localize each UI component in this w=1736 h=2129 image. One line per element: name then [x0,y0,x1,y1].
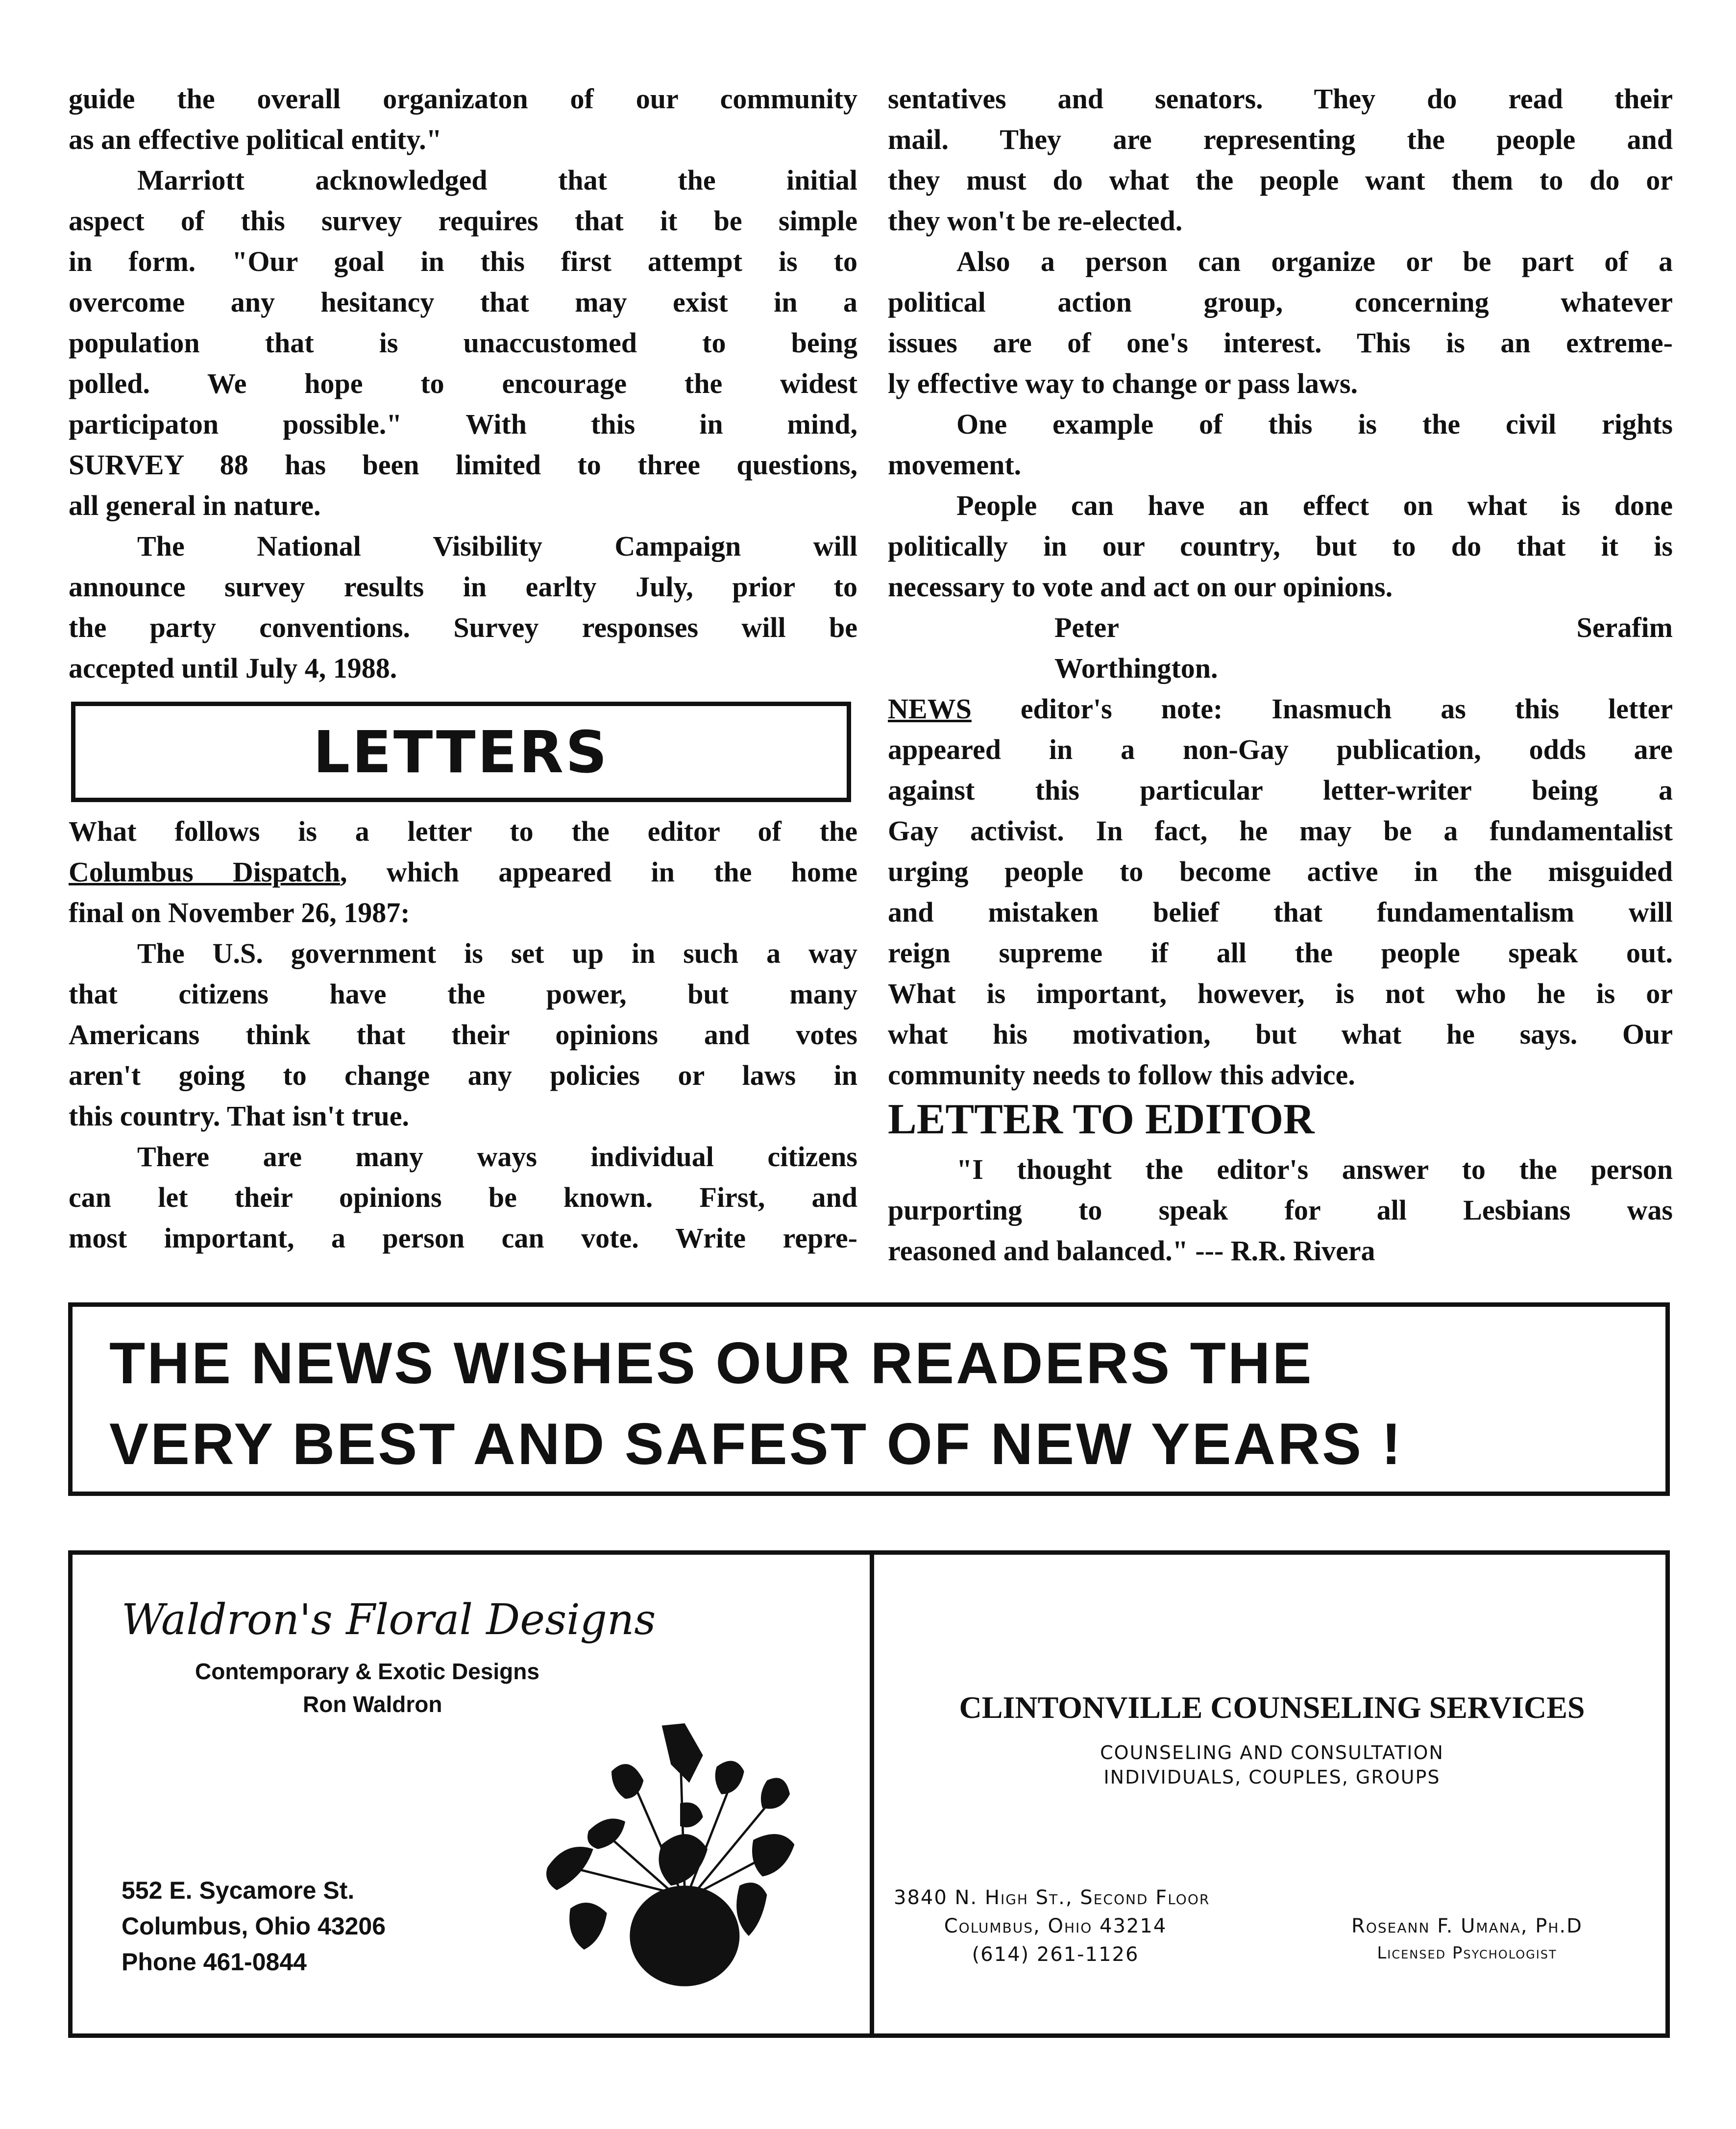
text-line: The National Visibility Campaign will [137,530,857,562]
advertisements [68,1550,1670,2038]
text-line: Peter Serafim [1054,612,1673,643]
text-line: SURVEY 88 has been limited to three questions, [69,449,857,481]
text-line: this country. That isn't true. [69,1100,410,1132]
right-column [888,78,1673,1271]
text-line: Worthington. [1054,652,1218,684]
text-line: sentatives and senators. They do read their [888,83,1673,115]
underlined-title: Columbus Dispatch [69,856,341,888]
text-line: the party conventions. Survey responses will be [69,612,857,643]
text-line: reign supreme if all the people speak out. [888,937,1673,969]
text-line: in form. "Our goal in this first attempt is to [69,245,857,277]
text-line: polled. We hope to encourage the widest [69,367,857,399]
waldron-floral-ad [73,1555,870,2033]
text-line: purporting to speak for all Lesbians was [888,1194,1673,1226]
waldron-tagline: Contemporary & Exotic Designs [195,1659,539,1684]
text-line: What follows is a letter to the editor of the [69,815,857,847]
text-line: they won't be re-elected. [888,205,1183,237]
waldron-address-2: Columbus, Ohio 43206 [122,1912,386,1940]
flower-vase-illustration [543,1716,817,1991]
text-line: Gay activist. In fact, he may be a fundamentalist [888,815,1673,847]
text-line: overcome any hesitancy that may exist in a [69,286,857,318]
underlined-title: NEWS [888,693,972,725]
text-line: community needs to follow this advice. [888,1059,1355,1091]
waldron-address-1: 552 E. Sycamore St. [122,1877,355,1904]
text-line: The U.S. government is set up in such a way [137,937,857,969]
text-line: most important, a person can vote. Write repre- [69,1222,857,1254]
banner-line-2: VERY BEST AND SAFEST OF NEW YEARS ! [109,1411,1403,1477]
left-column-bottom [69,811,857,1258]
clintonville-psychologist-title: Licensed Psychologist [1377,1943,1557,1963]
text-line: political action group, concerning whatever [888,286,1673,318]
text-line: that citizens have the power, but many [69,978,857,1010]
text-line [69,852,857,892]
waldron-owner: Ron Waldron [303,1691,442,1717]
clintonville-counseling-ad [874,1555,1670,2033]
clintonville-phone: (614) 261-1126 [972,1943,1139,1966]
letters-heading-box [71,702,851,802]
text-line: What is important, however, is not who he is or [888,978,1673,1009]
text-line: as an effective political entity." [69,123,442,155]
text-line: they must do what the people want them to do or [888,164,1673,196]
text-line: and mistaken belief that fundamentalism will [888,896,1673,928]
text-segment: , which appeared in the home [340,856,857,888]
text-line: movement. [888,449,1022,481]
new-year-banner [68,1302,1670,1496]
text-line: necessary to vote and act on our opinions. [888,571,1393,603]
text-line: politically in our country, but to do that it is [888,530,1673,562]
text-segment: editor's note: Inasmuch as this letter [971,693,1673,725]
text-line: aspect of this survey requires that it be simple [69,205,857,237]
waldron-phone: Phone 461-0844 [122,1948,307,1976]
text-line: all general in nature. [69,489,321,521]
clintonville-clients: INDIVIDUALS, COUPLES, GROUPS [1103,1766,1441,1788]
banner-line-1: THE NEWS WISHES OUR READERS THE [109,1330,1314,1396]
text-line: There are many ways individual citizens [137,1141,857,1173]
text-line: population that is unaccustomed to being [69,327,857,359]
text-line: One example of this is the civil rights [956,408,1673,440]
text-line [888,688,1673,729]
text-line: Americans think that their opinions and votes [69,1019,857,1051]
text-line: against this particular letter-writer being a [888,774,1673,806]
text-line: urging people to become active in the misguided [888,856,1673,887]
text-line: People can have an effect on what is done [956,489,1673,521]
text-line: issues are of one's interest. This is an extreme- [888,327,1673,359]
text-line: guide the overall organizaton of our community [69,83,857,115]
text-line: ly effective way to change or pass laws. [888,367,1358,399]
text-line: can let their opinions be known. First, and [69,1181,857,1213]
text-line: Marriott acknowledged that the initial [137,164,857,196]
text-line: final on November 26, 1987: [69,897,410,929]
text-line: what his motivation, but what he says. Our [888,1018,1673,1050]
clintonville-psychologist-name: Roseann F. Umana, Ph.D [1351,1915,1583,1937]
ad-divider [870,1555,874,2033]
clintonville-title: CLINTONVILLE COUNSELING SERVICES [959,1690,1585,1725]
left-column-top [69,78,857,688]
text-line: "I thought the editor's answer to the person [956,1153,1673,1185]
text-line: accepted until July 4, 1988. [69,652,397,684]
clintonville-services: COUNSELING AND CONSULTATION [1100,1742,1444,1763]
text-line: aren't going to change any policies or laws in [69,1059,857,1091]
clintonville-address-2: Columbus, Ohio 43214 [944,1915,1167,1937]
section-heading: LETTER TO EDITOR [888,1096,1315,1143]
text-line: mail. They are representing the people and [888,123,1673,155]
text-line: participaton possible." With this in mind, [69,408,857,440]
clintonville-address-1: 3840 N. High St., Second Floor [894,1886,1210,1909]
text-line: appeared in a non-Gay publication, odds are [888,734,1673,765]
letters-heading: LETTERS [313,718,609,786]
waldron-logo-text: Waldron's Floral Designs [122,1595,656,1644]
text-line: announce survey results in earlty July, prior to [69,571,857,603]
text-line: Also a person can organize or be part of a [956,245,1673,277]
text-line: reasoned and balanced." --- R.R. Rivera [888,1235,1375,1267]
